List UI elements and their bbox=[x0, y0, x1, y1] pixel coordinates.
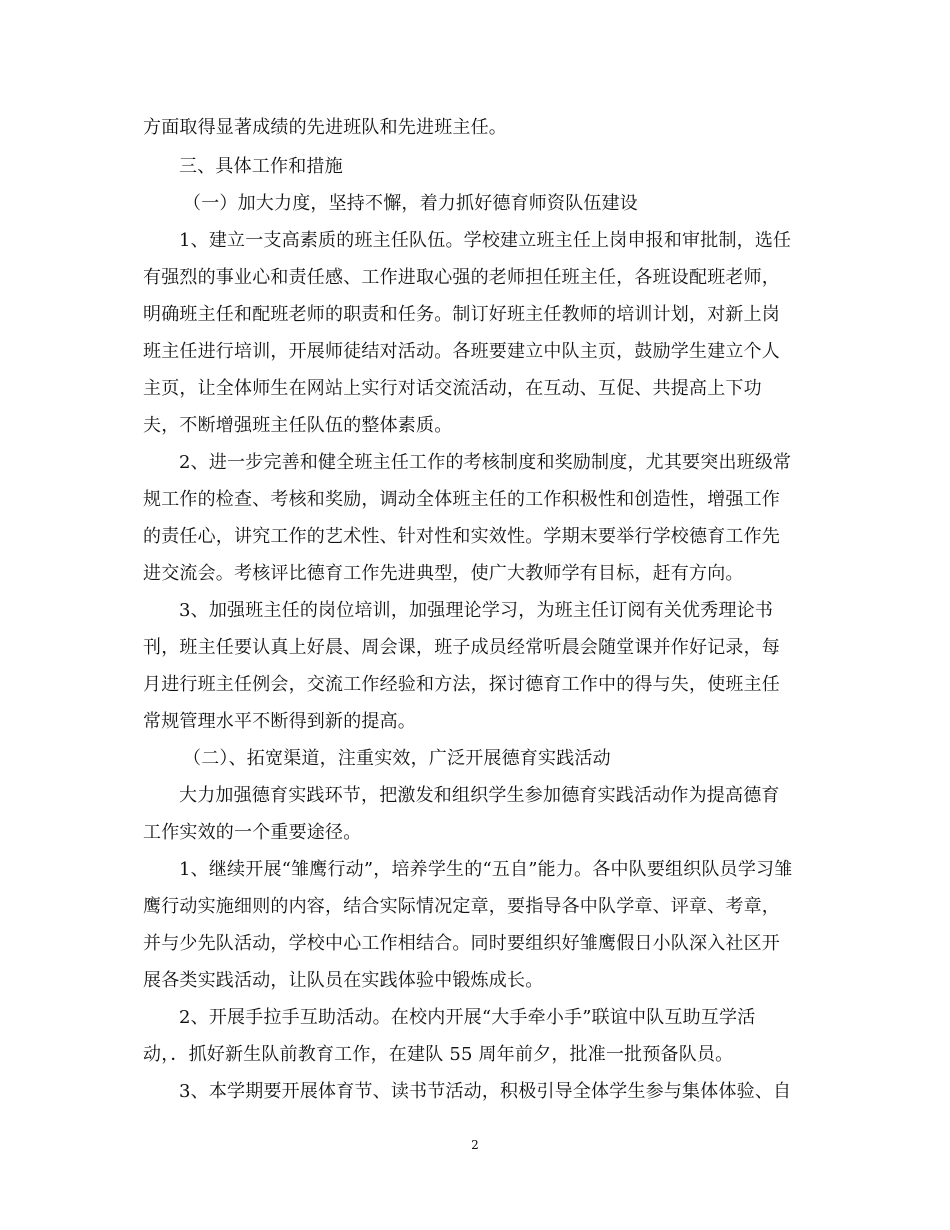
paragraph-line: 有强烈的事业心和责任感、工作进取心强的老师担任班主任，各班设配班老师， bbox=[143, 267, 780, 288]
paragraph-line: 展各类实践活动，让队员在实践体验中锻炼成长。 bbox=[143, 970, 544, 991]
paragraph-line: 主页，让全体师生在网站上实行对话交流活动，在互动、互促、共提高上下功 bbox=[143, 378, 762, 399]
paragraph-line: 2、开展手拉手互助活动。在校内开展“大手牵小手”联谊中队互助互学活 bbox=[179, 1007, 756, 1028]
paragraph-line: 工作实效的一个重要途径。 bbox=[143, 822, 362, 843]
paragraph-line: 月进行班主任例会，交流工作经验和方法，探讨德育工作中的得与失，使班主任 bbox=[143, 674, 780, 695]
subsection-heading: （一）加大力度，坚持不懈，着力抓好德育师资队伍建设 bbox=[183, 193, 638, 214]
paragraph-line: 2、进一步完善和健全班主任工作的考核制度和奖励制度，尤其要突出班级常 bbox=[179, 452, 792, 473]
paragraph-line: 动，．抓好新生队前教育工作，在建队 55 周年前夕，批准一批预备队员。 bbox=[143, 1044, 734, 1065]
paragraph-line: 班主任进行培训，开展师徒结对活动。各班要建立中队主页，鼓励学生建立个人 bbox=[143, 341, 780, 362]
paragraph-line: 并与少先队活动，学校中心工作相结合。同时要组织好雏鹰假日小队深入社区开 bbox=[143, 933, 780, 954]
paragraph-line: 规工作的检查、考核和奖励，调动全体班主任的工作积极性和创造性，增强工作 bbox=[143, 489, 780, 510]
paragraph-line: 常规管理水平不断得到新的提高。 bbox=[143, 711, 416, 732]
paragraph-line: 1、建立一支高素质的班主任队伍。学校建立班主任上岗申报和审批制，选任 bbox=[179, 230, 792, 251]
paragraph-line: 刊，班主任要认真上好晨、周会课，班子成员经常听晨会随堂课并作好记录，每 bbox=[143, 637, 780, 658]
paragraph-line: 方面取得显著成绩的先进班队和先进班主任。 bbox=[143, 117, 507, 138]
paragraph-line: 夫，不断增强班主任队伍的整体素质。 bbox=[143, 415, 453, 436]
page-number: 2 bbox=[471, 1138, 479, 1152]
paragraph-line: 3、本学期要开展体育节、读书节活动，积极引导全体学生参与集体体验、自 bbox=[179, 1081, 792, 1102]
section-heading: 三、具体工作和措施 bbox=[179, 156, 343, 177]
paragraph-line: 明确班主任和配班老师的职责和任务。制订好班主任教师的培训计划，对新上岗 bbox=[143, 304, 780, 325]
paragraph-line: 进交流会。考核评比德育工作先进典型，使广大教师学有目标，赶有方向。 bbox=[143, 563, 744, 584]
paragraph-line: 3、加强班主任的岗位培训，加强理论学习，为班主任订阅有关优秀理论书 bbox=[179, 600, 774, 621]
paragraph-line: 大力加强德育实践环节，把激发和组织学生参加德育实践活动作为提高德育 bbox=[179, 785, 780, 806]
subsection-heading: （二）、拓宽渠道，注重实效，广泛开展德育实践活动 bbox=[183, 748, 611, 769]
paragraph-line: 1、继续开展“雏鹰行动”，培养学生的“五自”能力。各中队要组织队员学习雏 bbox=[179, 859, 793, 880]
paragraph-line: 鹰行动实施细则的内容，结合实际情况定章，要指导各中队学章、评章、考章， bbox=[143, 896, 780, 917]
paragraph-line: 的责任心，讲究工作的艺术性、针对性和实效性。学期末要举行学校德育工作先 bbox=[143, 526, 780, 547]
